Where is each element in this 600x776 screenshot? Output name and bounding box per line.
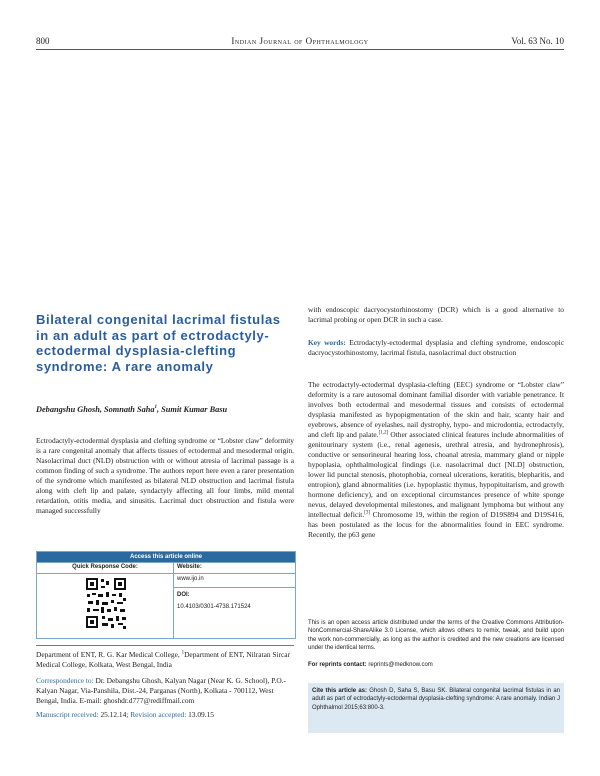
cite-label: Cite this article as: (312, 688, 367, 694)
header-rule (36, 49, 564, 50)
website-label: Website: (177, 564, 202, 570)
correspondence-label: Correspondence to: (36, 676, 94, 685)
article-title: Bilateral congenital lacrimal fistulas in an adult as part of ectrodactyly-ectodermal dysplasia-clefting syndrome: A rare anomaly (36, 312, 281, 374)
abstract-continued: with endoscopic dacryocystorhinostomy (DCR) which is a good alternative to lacrimal probing or open DCR in such a case. (308, 305, 564, 324)
website-link[interactable]: www.ijo.in (177, 576, 204, 582)
cite-text (312, 687, 560, 712)
correspondence-text: Dr. Debangshu Ghosh, Kalyan Nagar (Near K. G. School), P.O.-Kalyan Nagar, Via-Panshila, Dist.-24, Parganas (North), Kolkata - 700112, West Bengal, India. E-mail: ghoshdr.d777@rediffmail.com (36, 676, 286, 705)
affiliation-text (36, 650, 294, 670)
keywords-label: Key words: (308, 338, 346, 347)
page-number: 800 (36, 36, 50, 46)
affiliation-1: Department of ENT, R. G. Kar Medical College, (36, 650, 182, 659)
affiliation-2: Department of ENT, Nilratan Sircar Medical College, Kolkata, West Bengal, India (36, 650, 291, 669)
body-part-3: Chromosome 19, within the region of D19S894 and D19S416, has been postulated as the locus for the abnormalities found in EEC syndrome. Recently, the p63 gene (308, 510, 565, 539)
affiliation-sup: 1 (181, 650, 185, 656)
received-label: Manuscript received: (36, 710, 99, 719)
reprints-label: For reprints contact: (308, 662, 367, 668)
body-part-2: Other associated clinical features include abnormalities of genitourinary system (i.e., renal agenesis, urethral atresia, and hydronephrosis), conductive or sensorineural hearing loss, choanal atresia, mammary gland or nipple hypoplasia, ophthalmological findings (i.e. nasolacrimal duct [NLD] obstruction, lower lid punctal stenosis, photophobia, corneal ulcerations, keratitis, blepharitis, and entropion), gland abnormalities (i.e. hypoplastic thymus, hypopituitarism, and growth hormone deficiency), and on exceptional circumstances presence of white sponge nevus, delayed developmental milestones, and malignant lymphoma but without any intellectual deficit. (308, 430, 565, 519)
author-list (36, 405, 227, 414)
received-date: 25.12.14; (98, 710, 131, 719)
access-box-heading: Access this article online (37, 552, 295, 562)
cite-body: Ghosh D, Saha S, Basu SK. Bilateral congenital lacrimal fistulas in an adult as part of ectrodactyly-ectodermal dysplasia-clefting syndrome: A rare anomaly. Indian J Ophthalmol 2015;63:800-3. (312, 688, 561, 711)
doi-value[interactable]: 10.4103/0301-4738.171524 (177, 604, 251, 610)
ref-2: [3] (364, 510, 371, 516)
author-last: , Sumit Kumar Basu (157, 405, 228, 414)
qr-code-icon[interactable] (84, 576, 128, 630)
ref-1: [1,2] (378, 430, 389, 436)
accepted-date: 13.09.15 (186, 710, 214, 719)
doi-label: DOI: (177, 592, 190, 598)
manuscript-dates (36, 710, 294, 720)
journal-name: Indian Journal of Ophthalmology (231, 36, 369, 46)
keywords-text: Ectrodactyly-ectodermal dysplasia and clefting syndrome, endoscopic dacryocystorhinostomy, lacrimal fistula, nasolacrimal duct obstruction (308, 338, 564, 357)
body-part-1: The ectrodactyly-ectodermal dysplasia-clefting (EEC) syndrome or “Lobster claw” deformity is a rare autosomal dominant familial disorder with variable penetrance. It involves both ectodermal and mesodermal tissues and consists of ectodermal dysplasia manifested as hypopigmentation of the skin and hair, scanty hair and eyebrows, absence of eyelashes, nail dystrophy, hypo- and microdontia, ectrodactyly, and cleft lip and palate. (308, 380, 564, 439)
reprints-email[interactable]: reprints@medknow.com (366, 662, 433, 668)
volume-info: Vol. 63 No. 10 (511, 36, 564, 46)
reprints (308, 661, 564, 669)
keywords (308, 338, 564, 358)
cite-box (308, 683, 564, 733)
abstract-text: Ectrodactyly-ectodermal dysplasia and clefting syndrome or “Lobster claw” deformity is a rare congenital anomaly that affects tissues of ectodermal and mesodermal origin. Nasolacrimal duct (NLD) obstruction with or without atresia of lacrimal passage is a common finding of such a syndrome. The authors report here even a rarer presentation of the syndrome which manifested as bilateral NLD obstruction and lacrimal fistula along with cleft lip and palate, syndactyly affecting all four limbs, mild mental retardation, otitis media, and sinusitis. Lacrimal duct obstruction and fistula were managed successfully (36, 436, 294, 515)
correspondence (36, 676, 294, 706)
body-paragraph (308, 380, 564, 540)
accepted-label: Revision accepted: (130, 710, 187, 719)
authors-main: Debangshu Ghosh, Somnath Saha (36, 405, 155, 414)
author-sup: 1 (154, 405, 158, 411)
access-box (36, 551, 296, 639)
qr-label: Quick Response Code: (72, 564, 138, 570)
affiliation-rule (36, 645, 294, 646)
license-text: This is an open access article distributed under the terms of the Creative Commons Attribution-NonCommercial-ShareAlike 3.0 License, which allows others to remix, tweak, and build upon the work non-commercially, as long as the author is credited and the new creations are licensed under the identical terms. (308, 620, 564, 652)
